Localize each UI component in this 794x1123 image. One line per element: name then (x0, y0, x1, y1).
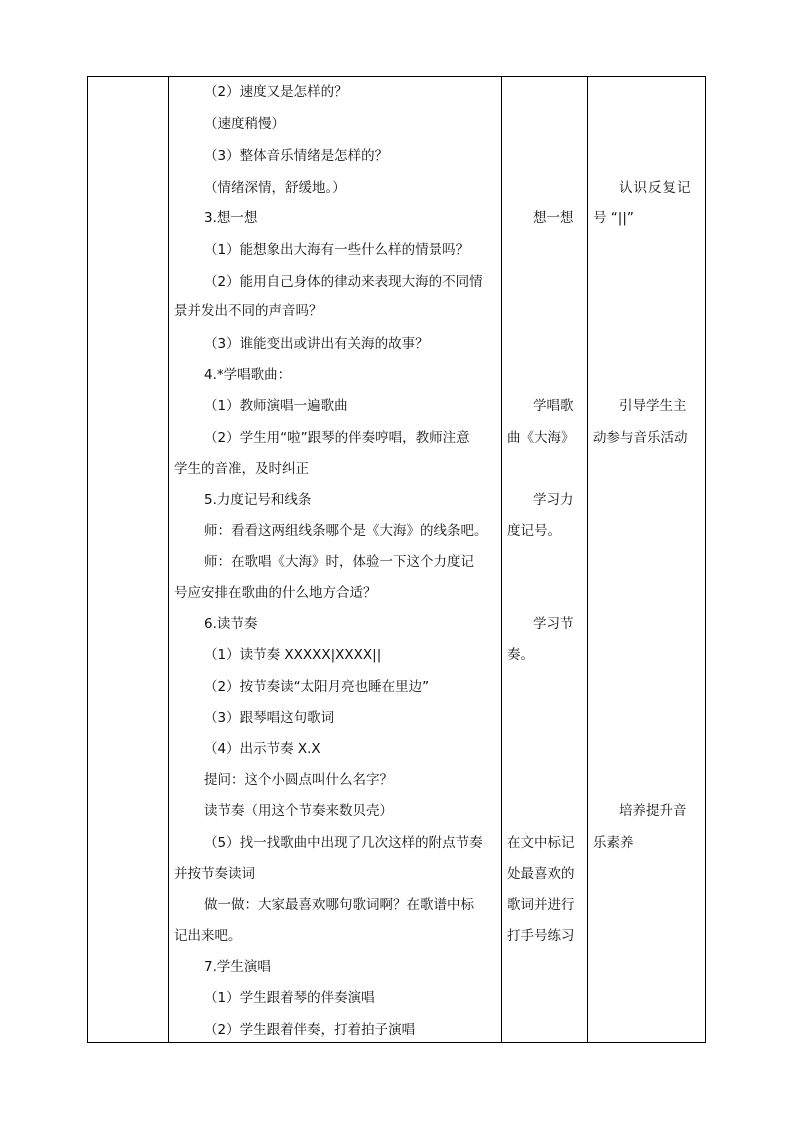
process-line: （1）教师演唱一遍歌曲 (204, 398, 348, 414)
design-intent-cell (587, 77, 707, 1042)
stage-column-cell (88, 77, 168, 1042)
activity-line: 学习力 (533, 492, 574, 508)
activity-line: 奏。 (507, 647, 534, 663)
lesson-plan-table (87, 76, 706, 1043)
process-line: 记出来吧。 (174, 928, 242, 944)
process-line: 做一做：大家最喜欢哪句歌词啊？在歌谱中标 (204, 897, 474, 913)
intent-line: 引导学生主 (619, 398, 687, 414)
intent-line: 认识反复记 (619, 180, 692, 196)
process-line: （2）能用自己身体的律动来表现大海的不同情 (204, 274, 483, 290)
intent-line: 培养提升音 (619, 803, 687, 819)
activity-line: 打手号练习 (507, 928, 575, 944)
process-line: 师：在歌唱《大海》时，体验一下这个力度记 (204, 554, 474, 570)
process-line: 5.力度记号和线条 (204, 492, 312, 508)
activity-line: 处最喜欢的 (507, 866, 575, 882)
process-line: 并按节奏读词 (174, 866, 255, 882)
intent-line: 动参与音乐活动 (593, 430, 688, 446)
activity-line: 学唱歌 (533, 398, 574, 414)
teaching-process-cell (168, 77, 501, 1042)
process-line: （情绪深情，舒缓地。） (204, 180, 346, 196)
process-line: （5）找一找歌曲中出现了几次这样的附点节奏 (204, 835, 483, 851)
process-line: （2）速度又是怎样的？ (204, 84, 348, 100)
process-line: 4.*学唱歌曲： (204, 367, 292, 383)
process-line: 师：看看这两组线条哪个是《大海》的线条吧。 (204, 523, 488, 539)
process-line: 3.想一想 (204, 210, 258, 226)
process-line: （4）出示节奏 X.X (204, 741, 321, 757)
activity-line: 在文中标记 (507, 835, 575, 851)
process-line: 提问：这个小圆点叫什么名字？ (204, 772, 393, 788)
activity-line: 度记号。 (507, 523, 561, 539)
process-line: （1）读节奏 XXXXX|XXXX|| (204, 647, 382, 663)
activity-line: 曲《大海》 (507, 430, 575, 446)
process-line: （1）能想象出大海有一些什么样的情景吗？ (204, 242, 470, 258)
process-line: 读节奏（用这个节奏来数贝壳） (204, 803, 393, 819)
intent-line: 乐素养 (593, 835, 634, 851)
process-line: （2）学生跟着伴奏，打着拍子演唱 (204, 1022, 416, 1038)
process-line: 学生的音准，及时纠正 (174, 461, 309, 477)
process-line: （3）跟琴唱这句歌词 (204, 710, 335, 726)
activity-line: 学习节 (533, 616, 574, 632)
process-line: （3）谁能变出或讲出有关海的故事？ (204, 336, 429, 352)
process-line: 景并发出不同的声音吗？ (174, 303, 323, 319)
process-line: 号应安排在歌曲的什么地方合适？ (174, 585, 377, 601)
process-line: （3）整体音乐情绪是怎样的？ (204, 148, 389, 164)
activity-line: 歌词并进行 (507, 897, 575, 913)
student-activity-cell (501, 77, 587, 1042)
process-line: （速度稍慢） (204, 116, 285, 132)
process-line: （2）按节奏读“太阳月亮也睡在里边” (204, 679, 430, 695)
process-line: 6.读节奏 (204, 616, 258, 632)
activity-line: 想一想 (533, 210, 574, 226)
process-line: 7.学生演唱 (204, 959, 271, 975)
process-line: （2）学生用“啦”跟琴的伴奏哼唱，教师注意 (204, 430, 470, 446)
intent-line: 号 “||” (593, 210, 634, 226)
process-line: （1）学生跟着琴的伴奏演唱 (204, 990, 375, 1006)
